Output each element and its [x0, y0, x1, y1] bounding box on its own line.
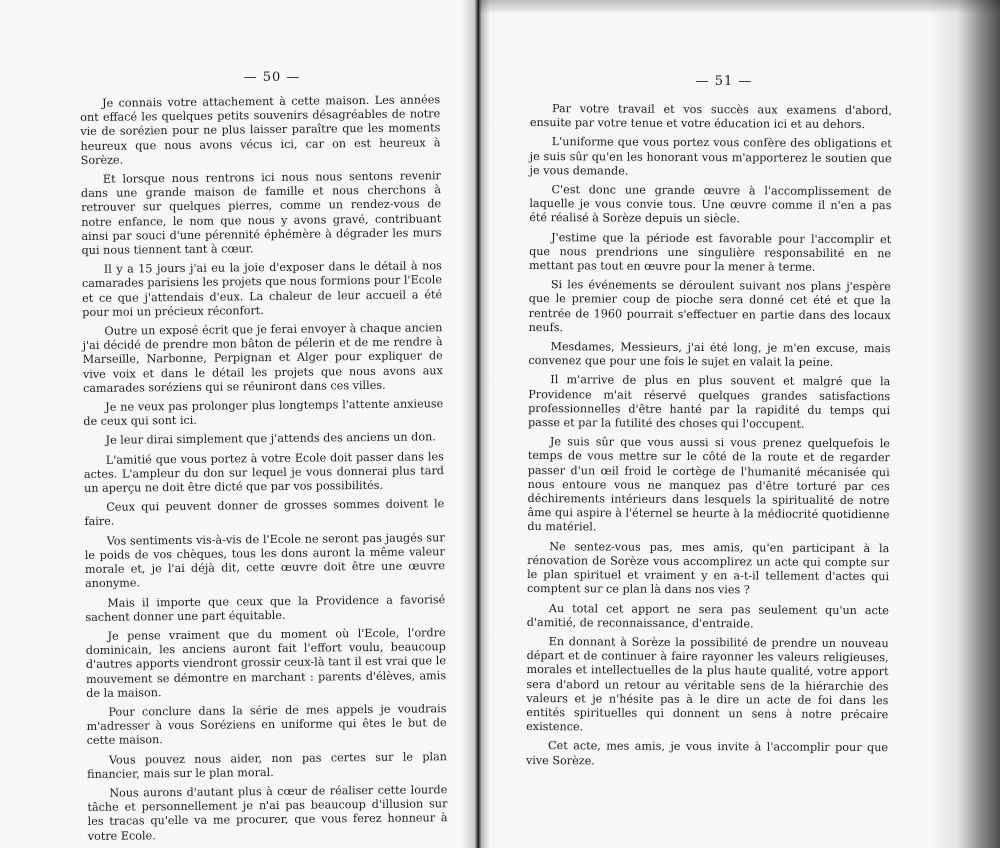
paragraph: Je leur dirai simplement que j'attends des anciens un don.: [105, 430, 436, 448]
paragraph: Vous pouvez nous aider, non pas certes sur le plan financier, mais sur le plan moral.: [87, 749, 447, 781]
left-page: [0, 0, 478, 848]
paragraph: Mesdames, Messieurs, j'ai été long, je m'en excuse, mais convenez que pour une fois le sujet en valait la peine.: [528, 340, 891, 370]
scan-shadow: [478, 0, 1000, 14]
paragraph: Il m'arrive de plus en plus souvent et malgré que la Providence m'ait réservé quelques grandes satisfactions professionnelles d'être hanté par la rapidité du temps qui passe et par la futilité des choses qui l'occupent.: [528, 373, 891, 431]
paragraph: Je ne veux pas prolonger plus longtemps l'attente anxieuse de ceux qui sont ici.: [83, 397, 444, 429]
paragraph: L'uniforme que vous portez vous confère des obligations et je suis sûr qu'en les honorant vous m'apporterez le soutien que je vous demande.: [529, 135, 892, 178]
paragraph: Nous aurons d'autant plus à cœur de réaliser cette lourde tâche et personnellement je n'ai pas beaucoup d'illusion sur les tracas qu'elle va me procurer, que vous ferez honneur à votre Ecole.: [87, 783, 448, 843]
paragraph: Vos sentiments vis-à-vis de l'Ecole ne seront pas jaugés sur le poids de vos chèques, tous les dons auront la même valeur morale et, je l'ai déjà dit, cette œuvre doit être une œuvre anonyme.: [84, 530, 445, 591]
paragraph: J'estime que la période est favorable pour l'accomplir et que nous prendrions une singulière responsabilité en ne mettant pas tout en œuvre pour la mener à terme.: [528, 230, 892, 274]
paragraph: C'est donc une grande œuvre à l'accomplissement de laquelle je vous convie tous. Une œuvre comme il n'en a pas été réalisé à Sorèze depuis un siècle.: [529, 183, 892, 226]
paragraph: En donnant à Sorèze la possibilité de prendre un nouveau départ et de continuer à faire rayonner les valeurs religieuses, morales et intellectuelles de la plus haute qualité, votre apport sera d'abord un retour au véritable sens de la hiérarchie des valeurs et je n'hésite pas à le dire un acte de foi dans les entités spirituelles qui donnent un sens à notre précaire existence.: [526, 635, 889, 734]
paragraph: Outre un exposé écrit que je ferai envoyer à chaque ancien j'ai décidé de prendre mon bâton de pélerin et de me rendre à Marseille, Narbonne, Perpignan et Alger pour expliquer de vive voix et dans le détail les projets que nous avons aux camarades soréziens qui se réuniront dans ces villes.: [82, 321, 443, 395]
paragraph: Et lorsque nous rentrons ici nous nous sentons revenir dans une grande maison de famille et nous cherchons à retrouver sur quelques pierres, comme un rendez-vous de notre enfance, le nom que nous y avons gravé, contribuant ainsi par souci d'une pérennité éphémère à dégrader les murs qui nous tiennent tant à cœur.: [80, 169, 442, 258]
paragraph: Mais il importe que ceux que la Providence a favorisé sachent donner une part équitable.: [85, 592, 446, 624]
paragraph: Si les événements se déroulent suivant nos plans j'espère que le premier coup de pioche sera donné cet été et que la rentrée de 1960 pourrait s'effectuer en partie dans des locaux neufs.: [528, 278, 891, 335]
paragraph: L'amitié que vous portez à votre Ecole doit passer dans les actes. L'ampleur du don sur lequel je vous donnerai plus tard un aperçu ne doit être dicté que par vos possibilités.: [83, 449, 445, 496]
paragraph: Pour conclure dans la série de mes appels je voudrais m'adresser à vous Soréziens en uniforme qui êtes le but de cette maison.: [86, 702, 447, 748]
page-body: [526, 102, 892, 775]
paragraph: Par votre travail et vos succès aux examens d'abord, ensuite par votre tenue et votre éducation ici et au dehors.: [529, 102, 892, 132]
paragraph: Il y a 15 jours j'ai eu la joie d'exposer dans le détail à nos camarades parisiens les projets que nous formions pour l'Ecole et ce que j'attendais d'eux. La chaleur de leur accueil a été pour moi un précieux réconfort.: [81, 259, 443, 319]
page-number: — 50 —: [243, 70, 301, 85]
paragraph: Je suis sûr que vous aussi si vous prenez quelquefois le temps de vous mettre sur le côté de la route et de regarder passer d'un œil froid le cortège de l'humanité mécanisée qui nous entoure vous ne manquez pas d'être torturé par ces déchirements intérieurs dans lesquels la spiritualité de notre âme qui aspire à l'éternel se heurte à la médiocrité quotidienne du matériel.: [527, 435, 890, 534]
scan-edge-shadow: [930, 0, 1000, 848]
paragraph: Ceux qui peuvent donner de grosses sommes doivent le faire.: [84, 497, 445, 529]
paragraph: Ne sentez-vous pas, mes amis, qu'en participant à la rénovation de Sorèze vous accomplirez un acte qui compte sur le plan spirituel et vraiment y en a-t-il tellement d'actes qui comptent sur ce plan là dans nos vies ?: [526, 539, 890, 597]
page-body: [80, 93, 448, 848]
paragraph: Je connais votre attachement à cette maison. Les années ont effacé les quelques petits souvenirs désagréables de notre vie de sorézien pour ne plus laisser paraître que les moments heureux que nous avons vécus ici, car on est heureux à Sorèze.: [80, 93, 441, 167]
paragraph: Au total cet apport ne sera pas seulement qu'un acte d'amitié, de reconnaissance, d'entraide.: [526, 601, 889, 631]
book-gutter: [462, 0, 490, 848]
paragraph: Je pense vraiment que du moment où l'Ecole, l'ordre dominicain, les anciens auront fait l'effort voulu, beaucoup d'autres apports viendront grossir ceux-là tant il est vrai que le mouvement se démontre en marchant : parents d'élèves, amis de la maison.: [85, 626, 447, 700]
page-number: — 51 —: [695, 74, 753, 89]
paragraph: Cet acte, mes amis, je vous invite à l'accomplir pour que vive Sorèze.: [525, 739, 889, 767]
right-page: [478, 0, 1000, 848]
